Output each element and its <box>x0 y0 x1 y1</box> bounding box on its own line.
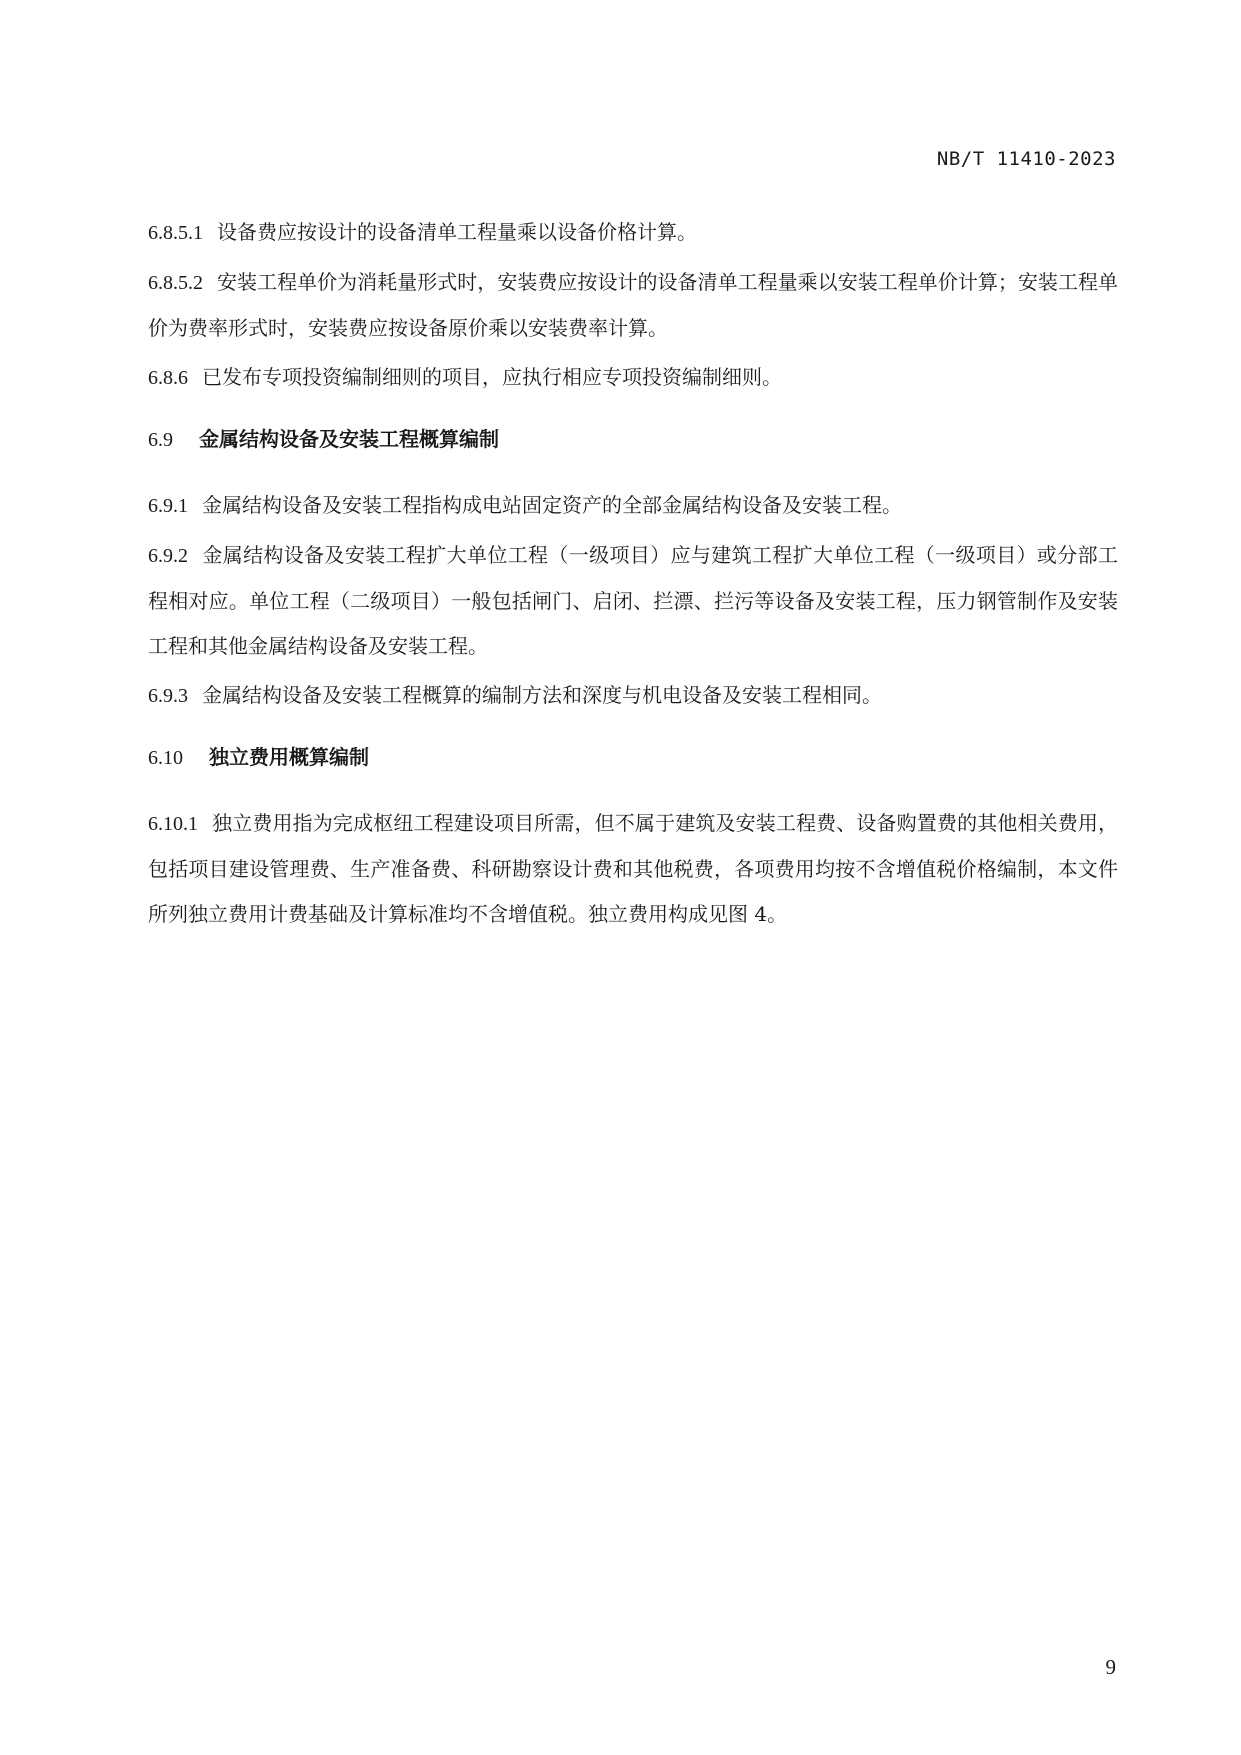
clause-6-9-3 <box>148 673 1118 719</box>
section-heading-6-10 <box>148 735 1118 781</box>
section-heading-6-9 <box>148 417 1118 463</box>
clause-6-8-6 <box>148 355 1118 401</box>
clause-text: 安装工程单价为消耗量形式时，安装费应按设计的设备清单工程量乘以安装工程单价计算；安装工程单价为费率形式时，安装费应按设备原价乘以安装费率计算。 <box>148 270 1118 340</box>
clause-text: 设备费应按设计的设备清单工程量乘以设备价格计算。 <box>217 220 697 244</box>
clause-text: 独立费用指为完成枢纽工程建设项目所需，但不属于建筑及安装工程费、设备购置费的其他相关费用，包括项目建设管理费、生产准备费、科研勘察设计费和其他税费，各项费用均按不含增值税价格编制，本文件所列独立费用计费基础及计算标准均不含增值税。独立费用构成见图 4。 <box>148 811 1118 926</box>
clause-number: 6.8.6 <box>148 367 188 389</box>
clause-text: 已发布专项投资编制细则的项目，应执行相应专项投资编制细则。 <box>202 365 782 389</box>
clause-6-9-2 <box>148 533 1118 669</box>
document-body <box>148 210 1118 941</box>
clause-number: 6.8.5.2 <box>148 272 203 294</box>
clause-6-8-5-2 <box>148 260 1118 351</box>
clause-6-10-1 <box>148 801 1118 937</box>
clause-6-9-1 <box>148 483 1118 529</box>
document-code: NB/T 11410-2023 <box>936 148 1116 170</box>
clause-number: 6.9.2 <box>148 545 188 567</box>
section-title: 金属结构设备及安装工程概算编制 <box>199 427 499 451</box>
section-number: 6.10 <box>148 747 183 769</box>
clause-number: 6.8.5.1 <box>148 222 203 244</box>
clause-6-8-5-1 <box>148 210 1118 256</box>
clause-text: 金属结构设备及安装工程指构成电站固定资产的全部金属结构设备及安装工程。 <box>202 493 902 517</box>
clause-number: 6.9.1 <box>148 495 188 517</box>
clause-number: 6.9.3 <box>148 685 188 707</box>
section-title: 独立费用概算编制 <box>209 745 369 769</box>
section-number: 6.9 <box>148 429 173 451</box>
clause-text: 金属结构设备及安装工程扩大单位工程（一级项目）应与建筑工程扩大单位工程（一级项目）或分部工程相对应。单位工程（二级项目）一般包括闸门、启闭、拦漂、拦污等设备及安装工程，压力钢管制作及安装工程和其他金属结构设备及安装工程。 <box>148 543 1118 658</box>
clause-text: 金属结构设备及安装工程概算的编制方法和深度与机电设备及安装工程相同。 <box>202 683 882 707</box>
clause-number: 6.10.1 <box>148 813 198 835</box>
page-number: 9 <box>1105 1655 1116 1679</box>
